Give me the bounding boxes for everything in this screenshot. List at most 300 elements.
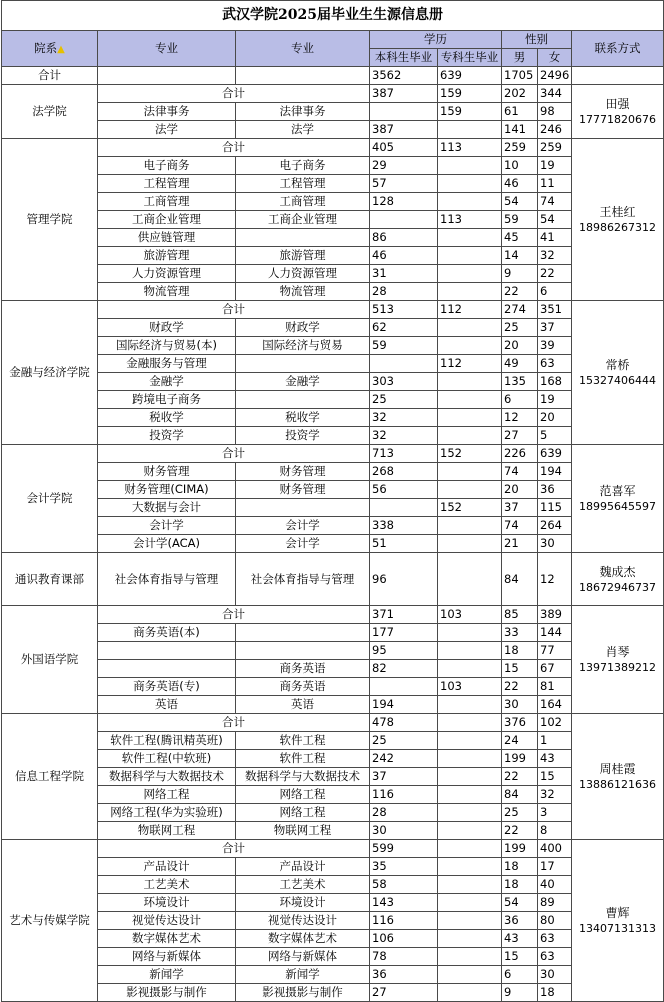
female-count[interactable]: 43	[538, 750, 572, 768]
major-name[interactable]: 数字媒体艺术	[98, 930, 236, 948]
junior-count[interactable]	[438, 786, 502, 804]
junior-count[interactable]	[438, 553, 502, 606]
male-count[interactable]: 30	[502, 696, 538, 714]
grand-total-bachelor[interactable]: 3562	[370, 67, 438, 85]
major-name-alt[interactable]: 影视摄影与制作	[236, 984, 370, 1002]
header-gender[interactable]: 性别	[502, 31, 572, 49]
junior-count[interactable]	[438, 229, 502, 247]
bachelor-count[interactable]: 28	[370, 283, 438, 301]
male-count[interactable]: 21	[502, 535, 538, 553]
male-count[interactable]: 74	[502, 463, 538, 481]
junior-count[interactable]	[438, 768, 502, 786]
major-name[interactable]: 物流管理	[98, 283, 236, 301]
junior-count[interactable]	[438, 966, 502, 984]
major-name[interactable]: 环境设计	[98, 894, 236, 912]
junior-count[interactable]	[438, 660, 502, 678]
contact-cell[interactable]	[572, 553, 664, 606]
major-name-alt[interactable]: 旅游管理	[236, 247, 370, 265]
junior-count[interactable]: 152	[438, 499, 502, 517]
major-name[interactable]: 网络与新媒体	[98, 948, 236, 966]
college-total-label[interactable]: 合计	[98, 840, 370, 858]
junior-count[interactable]	[438, 624, 502, 642]
major-name[interactable]: 国际经济与贸易(本)	[98, 337, 236, 355]
female-count[interactable]: 41	[538, 229, 572, 247]
female-count[interactable]: 81	[538, 678, 572, 696]
grand-total-empty-cell[interactable]	[98, 67, 236, 85]
female-count[interactable]: 144	[538, 624, 572, 642]
total-female[interactable]: 102	[538, 714, 572, 732]
male-count[interactable]: 37	[502, 499, 538, 517]
male-count[interactable]: 6	[502, 391, 538, 409]
major-name-alt[interactable]: 数据科学与大数据技术	[236, 768, 370, 786]
major-name[interactable]: 人力资源管理	[98, 265, 236, 283]
male-count[interactable]: 9	[502, 265, 538, 283]
female-count[interactable]: 74	[538, 193, 572, 211]
male-count[interactable]: 22	[502, 678, 538, 696]
college-name[interactable]: 会计学院	[2, 445, 98, 553]
major-name-alt[interactable]: 人力资源管理	[236, 265, 370, 283]
junior-count[interactable]	[438, 157, 502, 175]
junior-count[interactable]	[438, 642, 502, 660]
bachelor-count[interactable]	[370, 103, 438, 121]
major-name[interactable]: 金融学	[98, 373, 236, 391]
female-count[interactable]: 63	[538, 355, 572, 373]
bachelor-count[interactable]: 143	[370, 894, 438, 912]
female-count[interactable]: 15	[538, 768, 572, 786]
male-count[interactable]: 61	[502, 103, 538, 121]
major-name-alt[interactable]: 网络工程	[236, 804, 370, 822]
total-male[interactable]: 202	[502, 85, 538, 103]
female-count[interactable]: 12	[538, 553, 572, 606]
female-count[interactable]: 1	[538, 732, 572, 750]
major-name[interactable]: 产品设计	[98, 858, 236, 876]
major-name[interactable]	[98, 660, 236, 678]
total-junior[interactable]	[438, 840, 502, 858]
bachelor-count[interactable]: 46	[370, 247, 438, 265]
major-name-alt[interactable]: 数字媒体艺术	[236, 930, 370, 948]
major-name-alt[interactable]: 工程管理	[236, 175, 370, 193]
major-name[interactable]: 投资学	[98, 427, 236, 445]
major-name-alt[interactable]	[236, 499, 370, 517]
bachelor-count[interactable]: 27	[370, 984, 438, 1002]
major-name[interactable]: 跨境电子商务	[98, 391, 236, 409]
bachelor-count[interactable]: 96	[370, 553, 438, 606]
college-name[interactable]: 通识教育课部	[2, 553, 98, 606]
total-bachelor[interactable]: 405	[370, 139, 438, 157]
male-count[interactable]: 27	[502, 427, 538, 445]
female-count[interactable]: 77	[538, 642, 572, 660]
male-count[interactable]: 74	[502, 517, 538, 535]
major-name-alt[interactable]: 法学	[236, 121, 370, 139]
major-name[interactable]: 网络工程(华为实验班)	[98, 804, 236, 822]
junior-count[interactable]	[438, 337, 502, 355]
female-count[interactable]: 6	[538, 283, 572, 301]
junior-count[interactable]	[438, 427, 502, 445]
male-count[interactable]: 54	[502, 193, 538, 211]
junior-count[interactable]	[438, 409, 502, 427]
bachelor-count[interactable]: 387	[370, 121, 438, 139]
major-name-alt[interactable]: 软件工程	[236, 732, 370, 750]
male-count[interactable]: 20	[502, 481, 538, 499]
grand-total-label[interactable]: 合计	[2, 67, 98, 85]
junior-count[interactable]: 159	[438, 103, 502, 121]
bachelor-count[interactable]: 194	[370, 696, 438, 714]
total-male[interactable]: 199	[502, 840, 538, 858]
total-bachelor[interactable]: 599	[370, 840, 438, 858]
college-name[interactable]: 管理学院	[2, 139, 98, 301]
bachelor-count[interactable]: 25	[370, 391, 438, 409]
major-name-alt[interactable]	[236, 229, 370, 247]
junior-count[interactable]	[438, 247, 502, 265]
major-name[interactable]: 工商企业管理	[98, 211, 236, 229]
contact-cell[interactable]	[572, 139, 664, 301]
female-count[interactable]: 5	[538, 427, 572, 445]
male-count[interactable]: 49	[502, 355, 538, 373]
college-name[interactable]: 信息工程学院	[2, 714, 98, 840]
junior-count[interactable]: 103	[438, 678, 502, 696]
junior-count[interactable]	[438, 804, 502, 822]
male-count[interactable]: 84	[502, 553, 538, 606]
college-name[interactable]: 金融与经济学院	[2, 301, 98, 445]
male-count[interactable]: 24	[502, 732, 538, 750]
female-count[interactable]: 89	[538, 894, 572, 912]
total-male[interactable]: 274	[502, 301, 538, 319]
major-name[interactable]: 会计学(ACA)	[98, 535, 236, 553]
contact-cell[interactable]	[572, 85, 664, 139]
junior-count[interactable]	[438, 984, 502, 1002]
junior-count[interactable]	[438, 517, 502, 535]
major-name[interactable]: 英语	[98, 696, 236, 714]
grand-total-empty-cell[interactable]	[572, 67, 664, 85]
major-name-alt[interactable]: 新闻学	[236, 966, 370, 984]
female-count[interactable]: 30	[538, 535, 572, 553]
male-count[interactable]: 54	[502, 894, 538, 912]
female-count[interactable]: 115	[538, 499, 572, 517]
junior-count[interactable]	[438, 912, 502, 930]
major-name[interactable]: 法律事务	[98, 103, 236, 121]
bachelor-count[interactable]: 177	[370, 624, 438, 642]
junior-count[interactable]	[438, 858, 502, 876]
college-total-label[interactable]: 合计	[98, 445, 370, 463]
major-name-alt[interactable]: 网络与新媒体	[236, 948, 370, 966]
bachelor-count[interactable]: 51	[370, 535, 438, 553]
total-bachelor[interactable]: 478	[370, 714, 438, 732]
header-major-2[interactable]: 专业	[236, 31, 370, 67]
major-name[interactable]: 会计学	[98, 517, 236, 535]
bachelor-count[interactable]: 32	[370, 427, 438, 445]
major-name-alt[interactable]: 国际经济与贸易	[236, 337, 370, 355]
junior-count[interactable]	[438, 481, 502, 499]
junior-count[interactable]	[438, 930, 502, 948]
total-female[interactable]: 400	[538, 840, 572, 858]
male-count[interactable]: 25	[502, 804, 538, 822]
grand-total-junior[interactable]: 639	[438, 67, 502, 85]
male-count[interactable]: 141	[502, 121, 538, 139]
major-name-alt[interactable]: 商务英语	[236, 660, 370, 678]
male-count[interactable]: 18	[502, 642, 538, 660]
female-count[interactable]: 67	[538, 660, 572, 678]
female-count[interactable]: 36	[538, 481, 572, 499]
female-count[interactable]: 194	[538, 463, 572, 481]
total-female[interactable]: 389	[538, 606, 572, 624]
major-name[interactable]: 网络工程	[98, 786, 236, 804]
major-name-alt[interactable]: 产品设计	[236, 858, 370, 876]
junior-count[interactable]	[438, 319, 502, 337]
total-junior[interactable]	[438, 714, 502, 732]
junior-count[interactable]	[438, 535, 502, 553]
junior-count[interactable]	[438, 391, 502, 409]
female-count[interactable]: 3	[538, 804, 572, 822]
college-total-label[interactable]: 合计	[98, 139, 370, 157]
female-count[interactable]: 18	[538, 984, 572, 1002]
bachelor-count[interactable]: 28	[370, 804, 438, 822]
female-count[interactable]: 32	[538, 247, 572, 265]
bachelor-count[interactable]: 25	[370, 732, 438, 750]
female-count[interactable]: 8	[538, 822, 572, 840]
male-count[interactable]: 36	[502, 912, 538, 930]
total-female[interactable]: 351	[538, 301, 572, 319]
filter-triangle-icon[interactable]: ▲	[57, 43, 65, 55]
college-name[interactable]: 艺术与传媒学院	[2, 840, 98, 1002]
female-count[interactable]: 19	[538, 391, 572, 409]
bachelor-count[interactable]: 86	[370, 229, 438, 247]
female-count[interactable]: 246	[538, 121, 572, 139]
male-count[interactable]: 199	[502, 750, 538, 768]
bachelor-count[interactable]: 31	[370, 265, 438, 283]
major-name-alt[interactable]: 商务英语	[236, 678, 370, 696]
major-name[interactable]: 工程管理	[98, 175, 236, 193]
total-bachelor[interactable]: 513	[370, 301, 438, 319]
bachelor-count[interactable]: 242	[370, 750, 438, 768]
total-junior[interactable]: 103	[438, 606, 502, 624]
major-name-alt[interactable]: 软件工程	[236, 750, 370, 768]
female-count[interactable]: 54	[538, 211, 572, 229]
male-count[interactable]: 46	[502, 175, 538, 193]
major-name[interactable]: 工艺美术	[98, 876, 236, 894]
major-name[interactable]: 财务管理	[98, 463, 236, 481]
major-name-alt[interactable]: 英语	[236, 696, 370, 714]
junior-count[interactable]	[438, 696, 502, 714]
bachelor-count[interactable]: 59	[370, 337, 438, 355]
male-count[interactable]: 33	[502, 624, 538, 642]
major-name-alt[interactable]	[236, 391, 370, 409]
total-bachelor[interactable]: 371	[370, 606, 438, 624]
junior-count[interactable]	[438, 121, 502, 139]
college-name[interactable]: 法学院	[2, 85, 98, 139]
bachelor-count[interactable]: 62	[370, 319, 438, 337]
contact-cell[interactable]	[572, 714, 664, 840]
male-count[interactable]: 12	[502, 409, 538, 427]
total-female[interactable]: 259	[538, 139, 572, 157]
major-name-alt[interactable]: 金融学	[236, 373, 370, 391]
bachelor-count[interactable]: 78	[370, 948, 438, 966]
total-bachelor[interactable]: 387	[370, 85, 438, 103]
bachelor-count[interactable]: 58	[370, 876, 438, 894]
major-name[interactable]: 金融服务与管理	[98, 355, 236, 373]
major-name[interactable]: 物联网工程	[98, 822, 236, 840]
female-count[interactable]: 80	[538, 912, 572, 930]
major-name[interactable]: 电子商务	[98, 157, 236, 175]
male-count[interactable]: 135	[502, 373, 538, 391]
major-name[interactable]: 工商管理	[98, 193, 236, 211]
major-name-alt[interactable]: 税收学	[236, 409, 370, 427]
college-total-label[interactable]: 合计	[98, 85, 370, 103]
female-count[interactable]: 11	[538, 175, 572, 193]
major-name-alt[interactable]: 环境设计	[236, 894, 370, 912]
grand-total-female[interactable]: 2496	[538, 67, 572, 85]
bachelor-count[interactable]: 116	[370, 912, 438, 930]
junior-count[interactable]	[438, 876, 502, 894]
bachelor-count[interactable]: 106	[370, 930, 438, 948]
male-count[interactable]: 10	[502, 157, 538, 175]
junior-count[interactable]	[438, 894, 502, 912]
male-count[interactable]: 84	[502, 786, 538, 804]
female-count[interactable]: 63	[538, 930, 572, 948]
bachelor-count[interactable]: 32	[370, 409, 438, 427]
junior-count[interactable]	[438, 463, 502, 481]
female-count[interactable]: 17	[538, 858, 572, 876]
major-name[interactable]: 商务英语(专)	[98, 678, 236, 696]
junior-count[interactable]	[438, 948, 502, 966]
total-male[interactable]: 85	[502, 606, 538, 624]
male-count[interactable]: 6	[502, 966, 538, 984]
female-count[interactable]: 98	[538, 103, 572, 121]
sheet-title[interactable]: 武汉学院2025届毕业生生源信息册	[2, 1, 664, 31]
bachelor-count[interactable]: 29	[370, 157, 438, 175]
contact-cell[interactable]	[572, 301, 664, 445]
male-count[interactable]: 18	[502, 876, 538, 894]
female-count[interactable]: 40	[538, 876, 572, 894]
female-count[interactable]: 37	[538, 319, 572, 337]
bachelor-count[interactable]: 338	[370, 517, 438, 535]
major-name[interactable]: 数据科学与大数据技术	[98, 768, 236, 786]
bachelor-count[interactable]: 37	[370, 768, 438, 786]
total-female[interactable]: 639	[538, 445, 572, 463]
major-name-alt[interactable]: 网络工程	[236, 786, 370, 804]
female-count[interactable]: 164	[538, 696, 572, 714]
bachelor-count[interactable]: 56	[370, 481, 438, 499]
major-name[interactable]: 影视摄影与制作	[98, 984, 236, 1002]
junior-count[interactable]	[438, 732, 502, 750]
junior-count[interactable]	[438, 822, 502, 840]
bachelor-count[interactable]	[370, 499, 438, 517]
major-name-alt[interactable]: 财政学	[236, 319, 370, 337]
male-count[interactable]: 22	[502, 822, 538, 840]
bachelor-count[interactable]	[370, 355, 438, 373]
major-name-alt[interactable]: 工艺美术	[236, 876, 370, 894]
major-name[interactable]: 大数据与会计	[98, 499, 236, 517]
header-college[interactable]	[2, 31, 98, 67]
female-count[interactable]: 63	[538, 948, 572, 966]
junior-count[interactable]	[438, 193, 502, 211]
header-major-1[interactable]: 专业	[98, 31, 236, 67]
bachelor-count[interactable]	[370, 211, 438, 229]
bachelor-count[interactable]: 35	[370, 858, 438, 876]
major-name-alt[interactable]: 社会体育指导与管理	[236, 553, 370, 606]
total-female[interactable]: 344	[538, 85, 572, 103]
male-count[interactable]: 59	[502, 211, 538, 229]
major-name-alt[interactable]: 法律事务	[236, 103, 370, 121]
junior-count[interactable]	[438, 283, 502, 301]
header-contact[interactable]: 联系方式	[572, 31, 664, 67]
header-junior[interactable]: 专科生毕业	[438, 49, 502, 67]
female-count[interactable]: 22	[538, 265, 572, 283]
junior-count[interactable]	[438, 175, 502, 193]
major-name[interactable]: 法学	[98, 121, 236, 139]
major-name-alt[interactable]	[236, 355, 370, 373]
header-bachelor[interactable]: 本科生毕业	[370, 49, 438, 67]
grand-total-male[interactable]: 1705	[502, 67, 538, 85]
college-total-label[interactable]: 合计	[98, 301, 370, 319]
major-name[interactable]: 财务管理(CIMA)	[98, 481, 236, 499]
bachelor-count[interactable]: 128	[370, 193, 438, 211]
major-name-alt[interactable]: 投资学	[236, 427, 370, 445]
female-count[interactable]: 264	[538, 517, 572, 535]
male-count[interactable]: 14	[502, 247, 538, 265]
header-male[interactable]: 男	[502, 49, 538, 67]
junior-count[interactable]: 113	[438, 211, 502, 229]
major-name-alt[interactable]: 物流管理	[236, 283, 370, 301]
college-total-label[interactable]: 合计	[98, 606, 370, 624]
total-male[interactable]: 226	[502, 445, 538, 463]
major-name-alt[interactable]: 会计学	[236, 535, 370, 553]
major-name[interactable]: 供应链管理	[98, 229, 236, 247]
male-count[interactable]: 18	[502, 858, 538, 876]
total-male[interactable]: 259	[502, 139, 538, 157]
major-name-alt[interactable]: 物联网工程	[236, 822, 370, 840]
junior-count[interactable]	[438, 373, 502, 391]
female-count[interactable]: 30	[538, 966, 572, 984]
male-count[interactable]: 45	[502, 229, 538, 247]
major-name-alt[interactable]: 财务管理	[236, 463, 370, 481]
major-name-alt[interactable]	[236, 642, 370, 660]
major-name[interactable]: 财政学	[98, 319, 236, 337]
major-name[interactable]: 税收学	[98, 409, 236, 427]
total-junior[interactable]: 152	[438, 445, 502, 463]
male-count[interactable]: 43	[502, 930, 538, 948]
major-name-alt[interactable]: 会计学	[236, 517, 370, 535]
bachelor-count[interactable]	[370, 678, 438, 696]
college-total-label[interactable]: 合计	[98, 714, 370, 732]
contact-cell[interactable]	[572, 840, 664, 1002]
male-count[interactable]: 20	[502, 337, 538, 355]
junior-count[interactable]: 112	[438, 355, 502, 373]
male-count[interactable]: 22	[502, 283, 538, 301]
bachelor-count[interactable]: 57	[370, 175, 438, 193]
major-name-alt[interactable]: 视觉传达设计	[236, 912, 370, 930]
female-count[interactable]: 32	[538, 786, 572, 804]
junior-count[interactable]	[438, 750, 502, 768]
female-count[interactable]: 20	[538, 409, 572, 427]
header-education[interactable]: 学历	[370, 31, 502, 49]
bachelor-count[interactable]: 116	[370, 786, 438, 804]
grand-total-empty-cell[interactable]	[236, 67, 370, 85]
contact-cell[interactable]	[572, 445, 664, 553]
major-name[interactable]: 商务英语(本)	[98, 624, 236, 642]
female-count[interactable]: 19	[538, 157, 572, 175]
contact-cell[interactable]	[572, 606, 664, 714]
major-name-alt[interactable]: 电子商务	[236, 157, 370, 175]
major-name[interactable]: 社会体育指导与管理	[98, 553, 236, 606]
bachelor-count[interactable]: 303	[370, 373, 438, 391]
major-name-alt[interactable]	[236, 624, 370, 642]
bachelor-count[interactable]: 36	[370, 966, 438, 984]
total-junior[interactable]: 112	[438, 301, 502, 319]
major-name[interactable]: 软件工程(腾讯精英班)	[98, 732, 236, 750]
junior-count[interactable]	[438, 265, 502, 283]
female-count[interactable]: 39	[538, 337, 572, 355]
major-name-alt[interactable]: 工商企业管理	[236, 211, 370, 229]
